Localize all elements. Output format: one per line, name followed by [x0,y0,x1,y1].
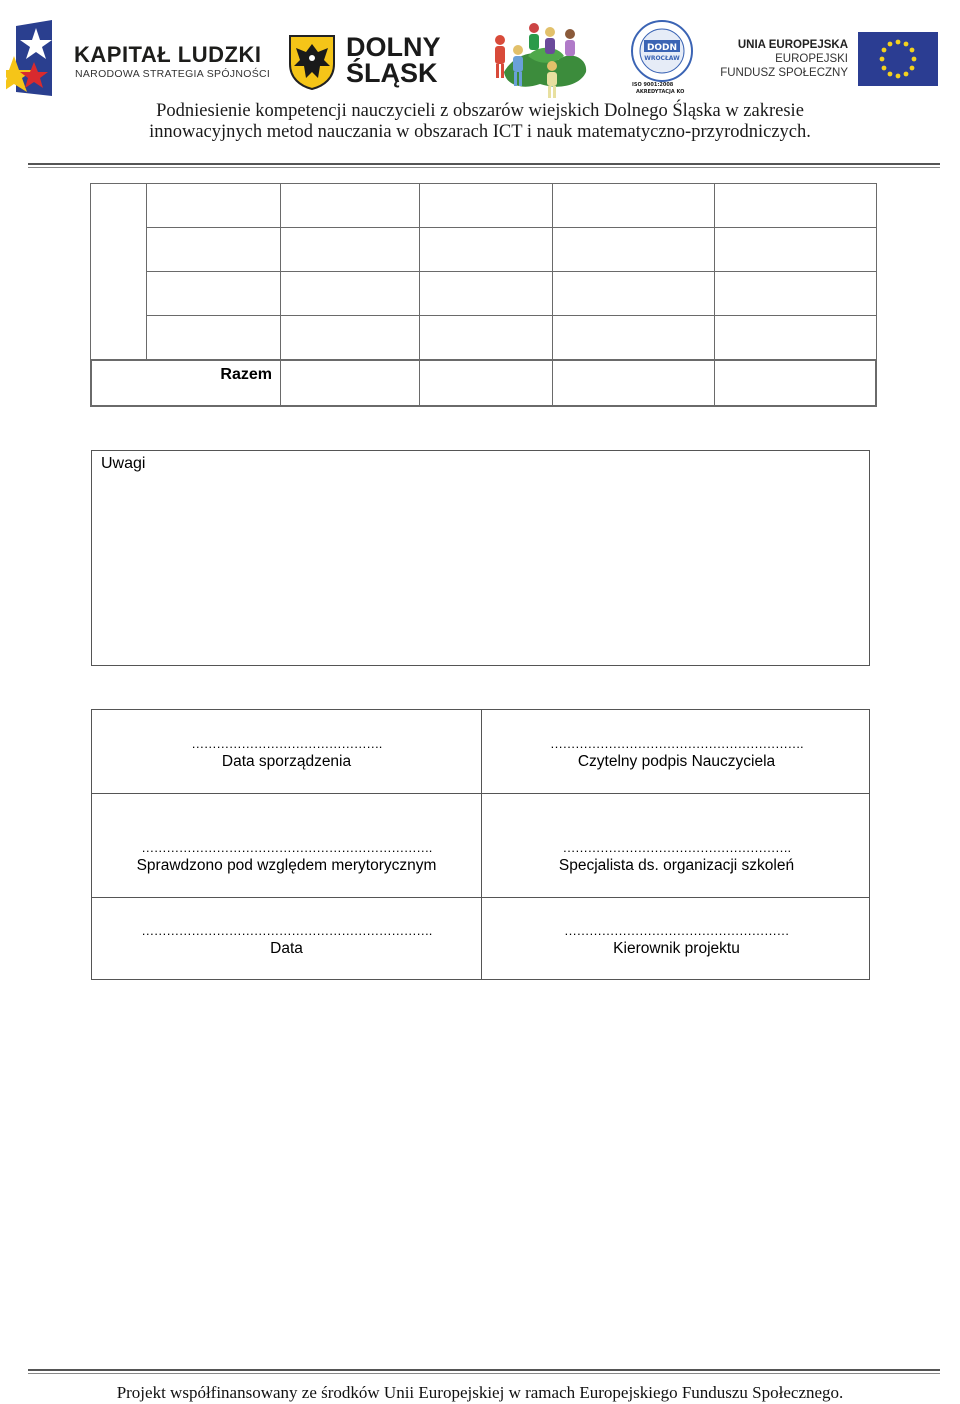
people-leaf-logo [488,20,592,100]
table-cell [280,271,420,316]
kapital-ludzki-star-icon [6,18,68,100]
table-cell [552,227,715,272]
table-cell [552,271,715,316]
dodn-seal-icon [620,18,706,84]
eu-efs-logo [720,32,940,92]
project-title [0,101,960,143]
table-cell [552,183,715,228]
signatures-row-divider [92,897,869,898]
project-title-line2: innowacyjnych metod nauczania w obszarach ICT i nauk matematyczno-przyrodniczych. [149,122,811,142]
table-cell [419,315,553,360]
signature-field-teacher[interactable] [482,736,871,772]
eu-flag-icon [858,32,938,86]
dolny-slask-line1: DOLNY [346,32,441,62]
table-cell [280,315,420,360]
signature-label: Specjalista ds. organizacji szkoleń [558,857,795,874]
table-cell [146,271,281,316]
footer-rule [28,1369,940,1371]
remarks-label: Uwagi [101,455,146,472]
footer-text: Projekt współfinansowany ze środków Unii Europejskiej w ramach Europejskiego Funduszu Społecznego. [116,1383,844,1402]
signature-dots: ……………………………………………………………. [141,923,432,938]
table-cell [146,183,281,228]
dodn-logo [620,18,706,96]
eu-text-block [720,38,848,80]
signature-field-date[interactable] [92,923,481,959]
signatures-grid [91,709,870,980]
dodn-badge: DODN [646,43,678,53]
kapital-ludzki-logo [6,18,271,98]
table-cell [419,183,553,228]
table-cell [280,183,420,228]
table-total-label-cell [90,359,281,407]
dolny-slask-line2: ŚLĄSK [346,58,438,88]
kapital-ludzki-subtitle: NARODOWA STRATEGIA SPÓJNOŚCI [75,68,271,80]
dodn-city: WROCŁAW [644,55,680,62]
table-cell [552,315,715,360]
signatures-row-divider [92,793,869,794]
dodn-iso: ISO 9001:2008 [632,82,674,88]
header-rule-thin [28,167,940,168]
signature-field-date-prepared[interactable] [92,736,481,772]
remarks-box[interactable] [91,450,870,666]
dodn-accreditation: AKREDYTACJA KO [636,89,685,95]
table-total-label: Razem [220,366,272,383]
signature-dots: ………………………………………. [191,736,382,751]
table-total-cell [714,359,877,407]
signature-dots: ……………………………………………… [564,923,789,938]
signature-dots: ……………………………………………………. [549,736,804,751]
signature-field-verified[interactable] [92,840,481,876]
header-rule [28,163,940,165]
signature-label: Czytelny podpis Nauczyciela [577,753,776,770]
signature-label: Sprawdzono pod względem merytorycznym [136,857,437,874]
table-total-cell [419,359,553,407]
table-total-cell [280,359,420,407]
table-cell [419,227,553,272]
table-cell [714,271,877,316]
kapital-ludzki-title: KAPITAŁ LUDZKI [74,42,262,67]
signature-dots: ………………………………………………. [562,840,791,855]
signature-label: Data sporządzenia [221,753,352,770]
table-cell [714,315,877,360]
eu-line3: FUNDUSZ SPOŁECZNY [720,67,848,79]
table-cell [714,227,877,272]
table-cell [419,271,553,316]
eu-line2: EUROPEJSKI [775,53,848,65]
table-total-cell [552,359,715,407]
signature-dots: ……………………………………………………………. [141,840,432,855]
dolny-slask-logo [288,32,458,92]
eagle-crest-icon [288,34,336,90]
signature-field-project-manager[interactable] [482,923,871,959]
table-cell [146,315,281,360]
project-title-line1: Podniesienie kompetencji nauczycieli z obszarów wiejskich Dolnego Śląska w zakresie [156,101,804,121]
signature-label: Data [270,940,303,957]
eu-line1: UNIA EUROPEJSKA [737,39,848,51]
table-cell [146,227,281,272]
footer-rule-thin [28,1373,940,1374]
table-cell [714,183,877,228]
signature-label: Kierownik projektu [613,940,740,957]
table-cell [280,227,420,272]
hours-table [90,183,877,407]
table-merged-cell [90,183,147,360]
people-figures-icon [488,20,592,100]
signature-field-specialist[interactable] [482,840,871,876]
